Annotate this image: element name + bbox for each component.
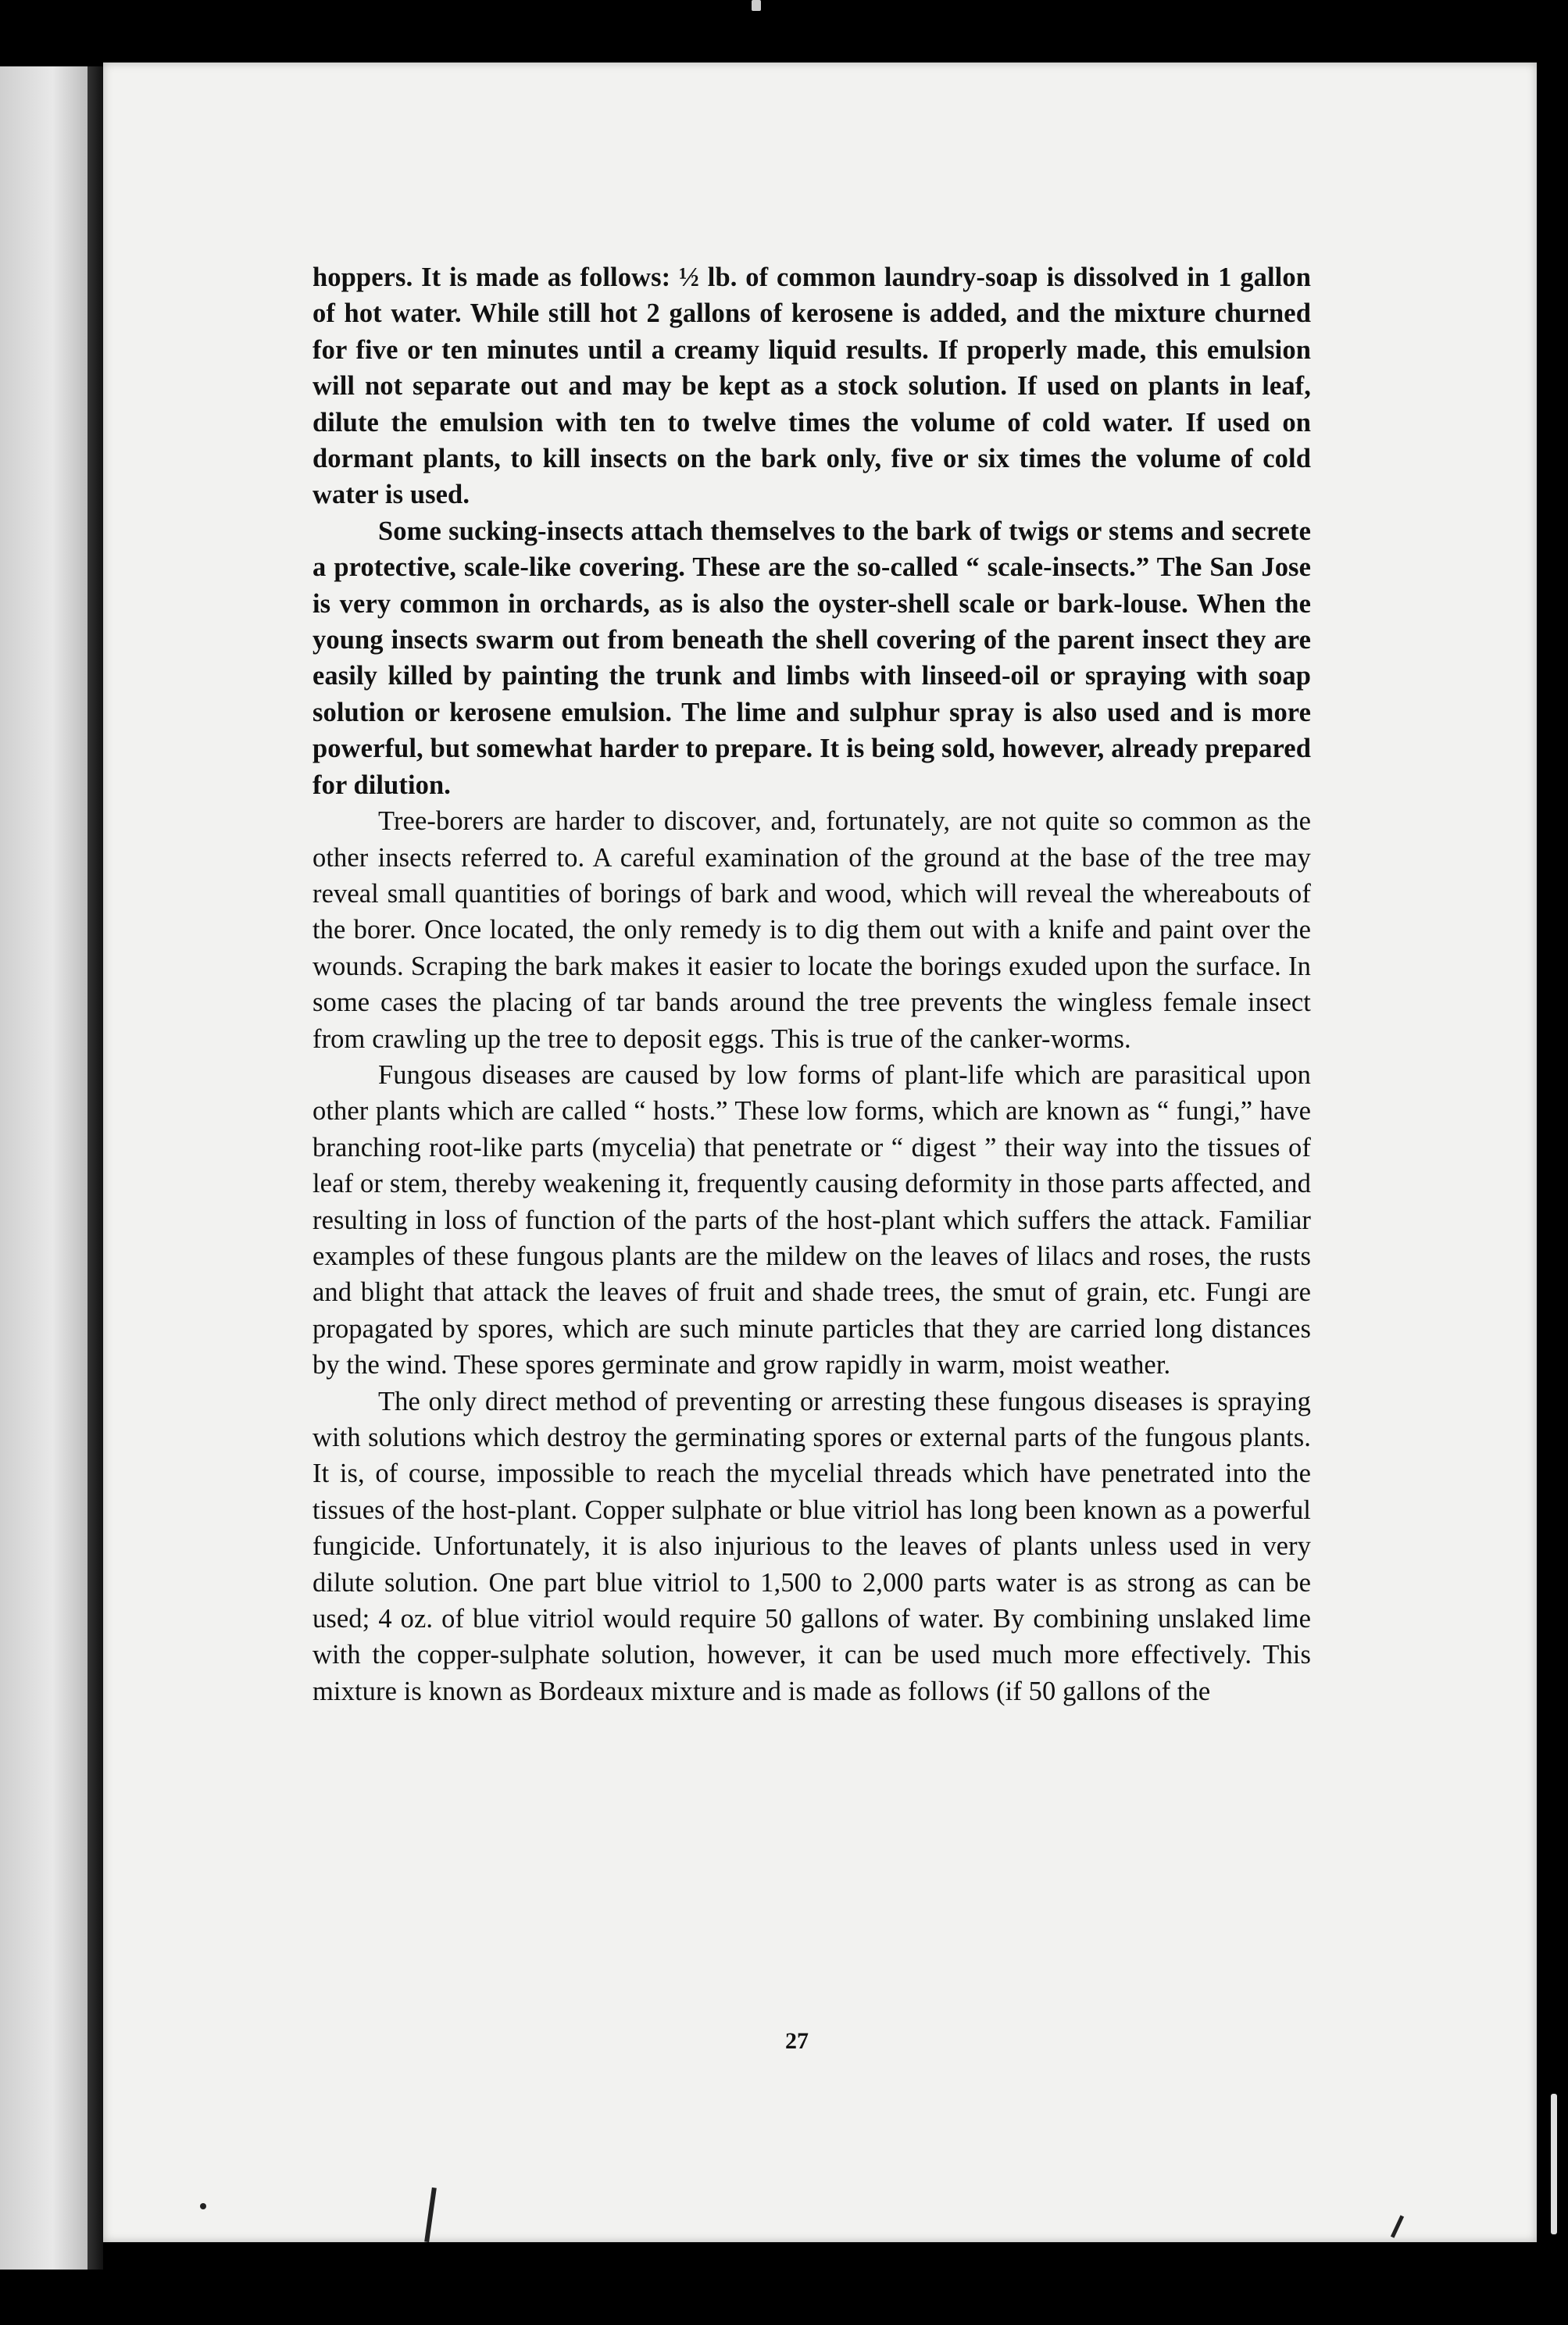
paragraph-fungous-diseases: Fungous diseases are caused by low forms of plant-life which are parasitical upon other plants which are called “ hosts.” These low forms, which are known as “ fungi,” have branching root-like parts (mycelia) that penetrate or “ digest ” their way into the tissues of leaf or stem, thereby weakening it, frequently causing deformity in those parts affected, and resulting in loss of function of the parts of the host-plant which suffers the attack. Familiar examples of these fungous plants are the mildew on the leaves of lilacs and roses, the rusts and blight that attack the leaves of fruit and shade trees, the smut of grain, etc. Fungi are propagated by spores, which are such minute particles that they are carried long distances by the wind. These spores germinate and grow rapidly in warm, moist weather.: [313, 1059, 1311, 1380]
facing-page-edge: [0, 66, 88, 2270]
book-gutter: [88, 66, 103, 2270]
page-number: 27: [785, 2028, 809, 2054]
scan-artifact-dot: [200, 2203, 206, 2209]
paragraph-soap-emulsion: hoppers. It is made as follows: ½ lb. of common laundry-soap is dissolved in 1 gallon of hot water. While still hot 2 gallons of kerosene is added, and the mixture churned for five or ten minutes until a creamy liquid results. If properly made, this emulsion will not separate out and may be kept as a stock solution. If used on plants in leaf, dilute the emulsion with ten to twelve times the volume of cold water. If used on dormant plants, to kill insects on the bark only, five or six times the volume of cold water is used.: [313, 262, 1311, 510]
paragraph-tree-borers: Tree-borers are harder to discover, and, fortunately, are not quite so common as the other insects referred to. A careful examination of the ground at the base of the tree may reveal small quantities of borings of bark and wood, which will reveal the whereabouts of the borer. Once located, the only remedy is to dig them out with a knife and paint over the wounds. Scraping the bark makes it easier to locate the borings exuded upon the surface. In some cases the placing of tar bands around the tree prevents the wingless female insect from crawling up the tree to deposit eggs. This is true of the canker-worms.: [313, 806, 1311, 1054]
scan-artifact-right: [1551, 2094, 1557, 2234]
page-body-text: [313, 259, 1311, 1709]
paragraph-scale-insects: Some sucking-insects attach themselves to the bark of twigs or stems and secrete a protective, scale-like covering. These are the so-called “ scale-insects.” The San Jose is very common in orchards, as is also the oyster-shell scale or bark-louse. When the young insects swarm out from beneath the shell covering of the parent insect they are easily killed by painting the trunk and limbs with linseed-oil or spraying with soap solution or kerosene emulsion. The lime and sulphur spray is also used and is more powerful, but somewhat harder to prepare. It is being sold, however, already prepared for dilution.: [313, 516, 1311, 800]
paragraph-preventing-fungi: The only direct method of preventing or arresting these fungous diseases is spraying with solutions which destroy the germinating spores or external parts of the fungous plants. It is, of course, impossible to reach the mycelial threads which have penetrated into the tissues of the host-plant. Copper sulphate or blue vitriol has long been known as a powerful fungicide. Unfortunately, it is also injurious to the leaves of plants unless used in very dilute solution. One part blue vitriol to 1,500 to 2,000 parts water is as strong as can be used; 4 oz. of blue vitriol would require 50 gallons of water. By combining unslaked lime with the copper-sulphate solution, however, it can be used much more effectively. This mixture is known as Bordeaux mixture and is made as follows (if 50 gallons of the: [313, 1386, 1311, 1706]
scan-artifact-top: [752, 0, 761, 11]
